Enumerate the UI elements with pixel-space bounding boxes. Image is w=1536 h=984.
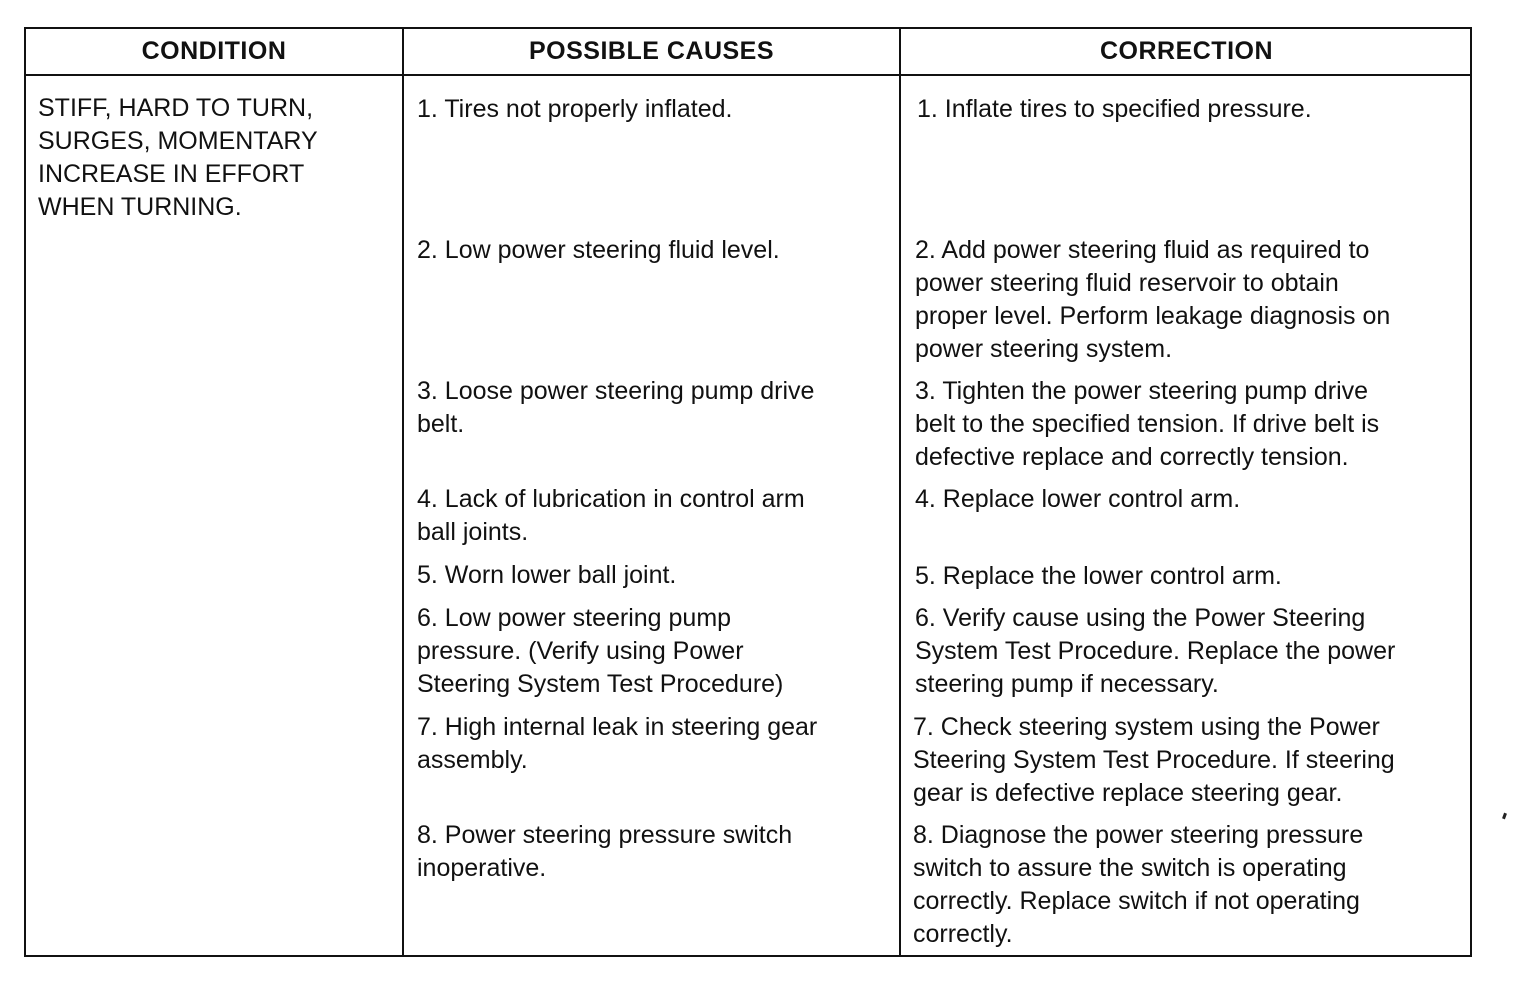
correction-7: 7. Check steering system using the Power Steering System Test Procedure. If steering gear is defective replace steering gear. (913, 713, 1395, 807)
correction-6: 6. Verify cause using the Power Steering System Test Procedure. Replace the power steering pump if necessary. (915, 604, 1396, 698)
column-divider-1 (402, 29, 404, 955)
cause-7: 7. High internal leak in steering gear assembly. (417, 713, 818, 774)
cause-5: 5. Worn lower ball joint. (417, 561, 677, 589)
cause-2: 2. Low power steering fluid level. (417, 236, 780, 264)
header-correction: CORRECTION (1099, 37, 1274, 65)
header-possible-causes: POSSIBLE CAUSES (528, 37, 775, 65)
column-divider-2 (899, 29, 901, 955)
cause-6: 6. Low power steering pump pressure. (Verify using Power Steering System Test Procedure) (417, 604, 784, 698)
condition-text: STIFF, HARD TO TURN, SURGES, MOMENTARY INCREASE IN EFFORT WHEN TURNING. (38, 94, 318, 221)
cause-1: 1. Tires not properly inflated. (417, 95, 733, 123)
correction-8: 8. Diagnose the power steering pressure switch to assure the switch is operating correctly. Replace switch if not operating correctly. (913, 821, 1364, 948)
correction-1: 1. Inflate tires to specified pressure. (917, 95, 1312, 123)
correction-2: 2. Add power steering fluid as required to power steering fluid reservoir to obtain proper level. Perform leakage diagnosis on power steering system. (915, 236, 1391, 363)
correction-4: 4. Replace lower control arm. (915, 485, 1241, 513)
header-condition: CONDITION (141, 37, 287, 65)
correction-3: 3. Tighten the power steering pump drive belt to the specified tension. If drive belt is defective replace and correctly tension. (915, 377, 1380, 471)
cause-8: 8. Power steering pressure switch inoperative. (417, 821, 793, 882)
cause-4: 4. Lack of lubrication in control arm ball joints. (417, 485, 805, 546)
diagnosis-table (24, 27, 1472, 957)
correction-5: 5. Replace the lower control arm. (915, 562, 1282, 590)
header-divider (26, 74, 1470, 76)
cause-3: 3. Loose power steering pump drive belt. (417, 377, 815, 438)
stray-mark (1502, 813, 1507, 820)
